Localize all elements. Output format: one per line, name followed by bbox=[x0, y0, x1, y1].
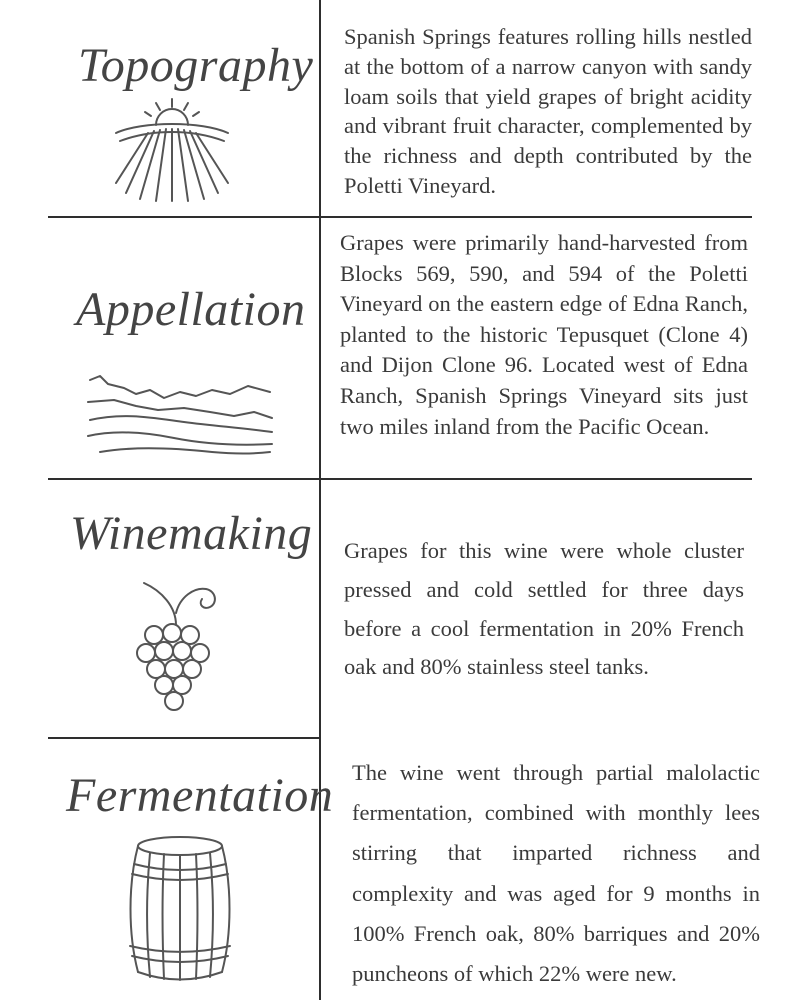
topography-text: Spanish Springs features rolling hills nestled at the bottom of a narrow canyon with sandy loam soils that yield grapes of bright acidity and vibrant fruit character, complemented by the richness and depth contributed by the Poletti Vineyard. bbox=[344, 24, 752, 198]
winemaking-text: Grapes for this wine were whole cluster pressed and cold settled for three days before a cool fermentation in 20% French oak and 80% stainless steel tanks. bbox=[344, 538, 744, 680]
mountain-range-icon bbox=[84, 372, 274, 458]
section-divider-2 bbox=[48, 478, 752, 480]
vertical-divider bbox=[319, 0, 321, 1000]
wine-barrel-icon bbox=[126, 834, 234, 984]
section-divider-3 bbox=[48, 737, 320, 739]
grape-cluster-icon bbox=[132, 577, 222, 719]
appellation-text: Grapes were primarily hand-harvested from Blocks 569, 590, and 594 of the Poletti Vineyard on the eastern edge of Edna Ranch, planted to the historic Tepusquet (Clone 4) and Dijon Clone 96. Located west of Edna Ranch, Spanish Springs Vineyard sits just two miles inland from the Pacific Ocean. bbox=[340, 230, 748, 439]
section-divider-1 bbox=[48, 216, 752, 218]
topography-title: Topography bbox=[78, 39, 314, 92]
winemaking-title: Winemaking bbox=[70, 507, 313, 560]
fermentation-title: Fermentation bbox=[66, 769, 334, 822]
appellation-title: Appellation bbox=[76, 283, 306, 336]
sunrise-vineyard-icon bbox=[112, 95, 232, 205]
fermentation-text: The wine went through partial malolactic fermentation, combined with monthly lees stirring that imparted richness and complexity and was aged for 9 months in 100% French oak, 80% barriques and 20% puncheons of which 22% were new. bbox=[352, 760, 760, 987]
